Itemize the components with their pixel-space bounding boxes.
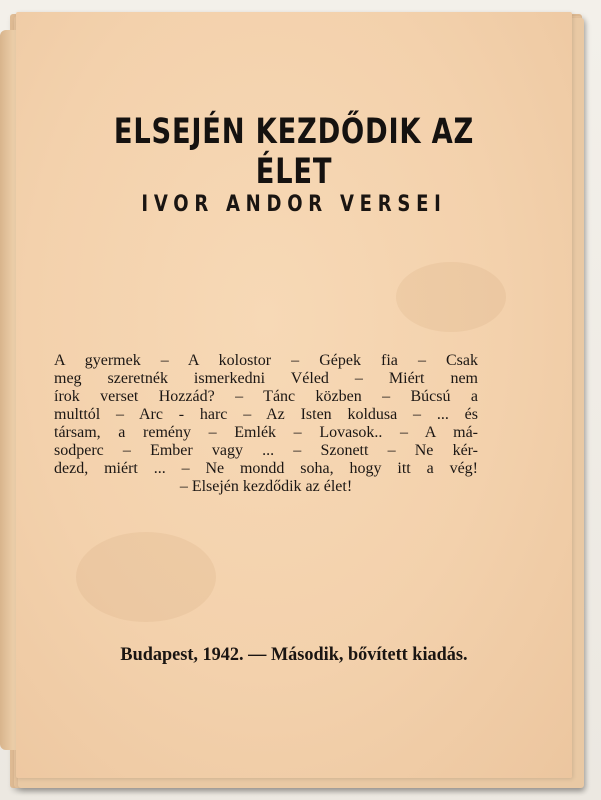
book-title: ELSEJÉN KEZDŐDIK AZ ÉLET bbox=[113, 112, 475, 192]
contents-line: sodperc – Ember vagy ... – Szonett – Ne kér- bbox=[54, 442, 478, 459]
book-subtitle: IVOR ANDOR VERSEI bbox=[141, 192, 447, 217]
contents-line: meg szeretnék ismerkedni Véled – Miért nem bbox=[54, 370, 478, 387]
contents-line: A gyermek – A kolostor – Gépek fia – Csak bbox=[54, 352, 478, 369]
contents-line: írok verset Hozzád? – Tánc közben – Búcsú a bbox=[54, 388, 478, 405]
paper-stain bbox=[396, 262, 506, 332]
paper-stain bbox=[76, 532, 216, 622]
contents-line: multtól – Arc - harc – Az Isten koldusa – ... és bbox=[54, 406, 478, 423]
contents-line: dezd, miért ... – Ne mondd soha, hogy itt a vég! bbox=[54, 460, 478, 477]
contents-line: társam, a remény – Emlék – Lovasok.. – A má- bbox=[54, 424, 478, 441]
contents-list bbox=[54, 352, 478, 496]
contents-line: – Elsején kezdődik az élet! bbox=[179, 478, 353, 495]
booklet-cover bbox=[16, 12, 572, 778]
publication-imprint: Budapest, 1942. — Második, bővített kiadás. bbox=[120, 644, 468, 665]
